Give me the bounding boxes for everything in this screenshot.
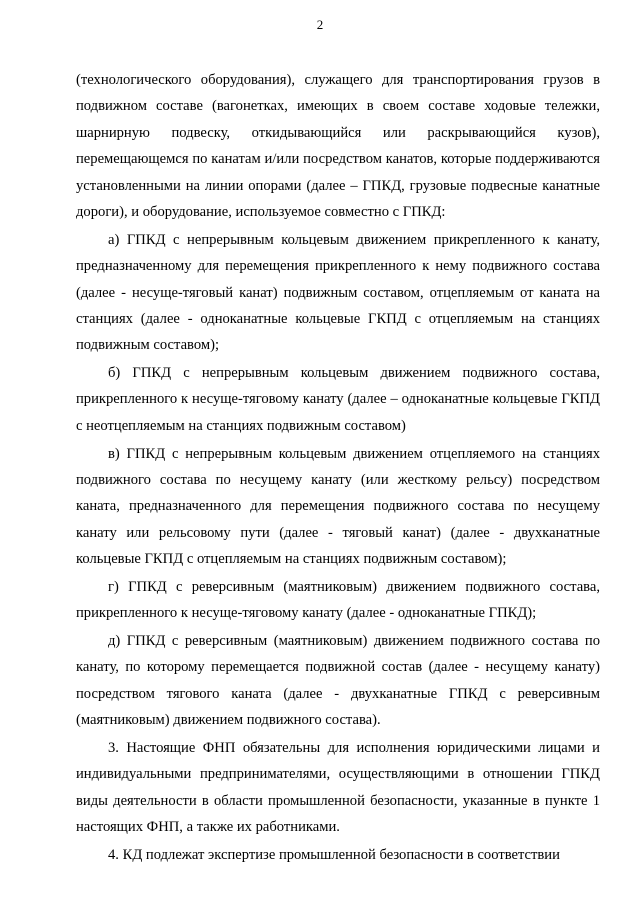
document-body bbox=[76, 67, 600, 870]
paragraph-section-4: 4. КД подлежат экспертизе промышленной безопасности в соответствии bbox=[108, 846, 560, 863]
paragraph-section-3: 3. Настоящие ФНП обязательны для исполнения юридическими лицами и индивидуальными предпринимателями, осуществляющими в отношении ГПКД виды деятельности в области промышленной безопасности, указанные в пункте 1 настоящих ФНП, а также их работниками. bbox=[76, 739, 600, 836]
paragraph-item-a: а) ГПКД с непрерывным кольцевым движением прикрепленного к канату, предназначенному для перемещения прикрепленного к нему подвижного состава (далее - несуще-тяговый канат) подвижным составом, отцепляемым от каната на станциях (далее - одноканатные кольцевые ГКПД с отцепляемым на станциях подвижным составом); bbox=[76, 231, 600, 354]
paragraph-item-v: в) ГПКД с непрерывным кольцевым движением отцепляемого на станциях подвижного состава по несущему канату (или жесткому рельсу) посредством каната, предназначенного для перемещения подвижного состава по несущему канату или рельсовому пути (далее - тяговый канат) (далее - двухканатные кольцевые ГКПД с отцепляемым на станциях подвижным составом); bbox=[76, 445, 600, 568]
paragraph-item-g: г) ГПКД с реверсивным (маятниковым) движением подвижного состава, прикрепленного к несуще-тяговому канату (далее - одноканатные ГПКД); bbox=[76, 578, 600, 622]
paragraph-item-b: б) ГПКД с непрерывным кольцевым движением подвижного состава, прикрепленного к несуще-тяговому канату (далее – одноканатные кольцевые ГКПД с неотцепляемым на станциях подвижным составом) bbox=[76, 365, 600, 434]
paragraph-intro-continuation: (технологического оборудования), служащего для транспортирования грузов в подвижном составе (вагонетках, имеющих в своем составе ходовые тележки, шарнирную подвеску, откидывающийся или раскрывающийся кузов), перемещающемся по канатам и/или посредством канатов, которые поддерживаются установленными на линии опорами (далее – ГПКД, грузовые подвесные канатные дороги), и оборудование, используемое совместно с ГПКД: bbox=[76, 72, 600, 221]
page-number: 2 bbox=[316, 17, 324, 32]
paragraph-item-d: д) ГПКД с реверсивным (маятниковым) движением подвижного состава по канату, по которому перемещается подвижной состав (далее - несущему канату) посредством тягового каната (далее - двухканатные ГПКД с реверсивным (маятниковым) движением подвижного состава). bbox=[76, 633, 600, 729]
